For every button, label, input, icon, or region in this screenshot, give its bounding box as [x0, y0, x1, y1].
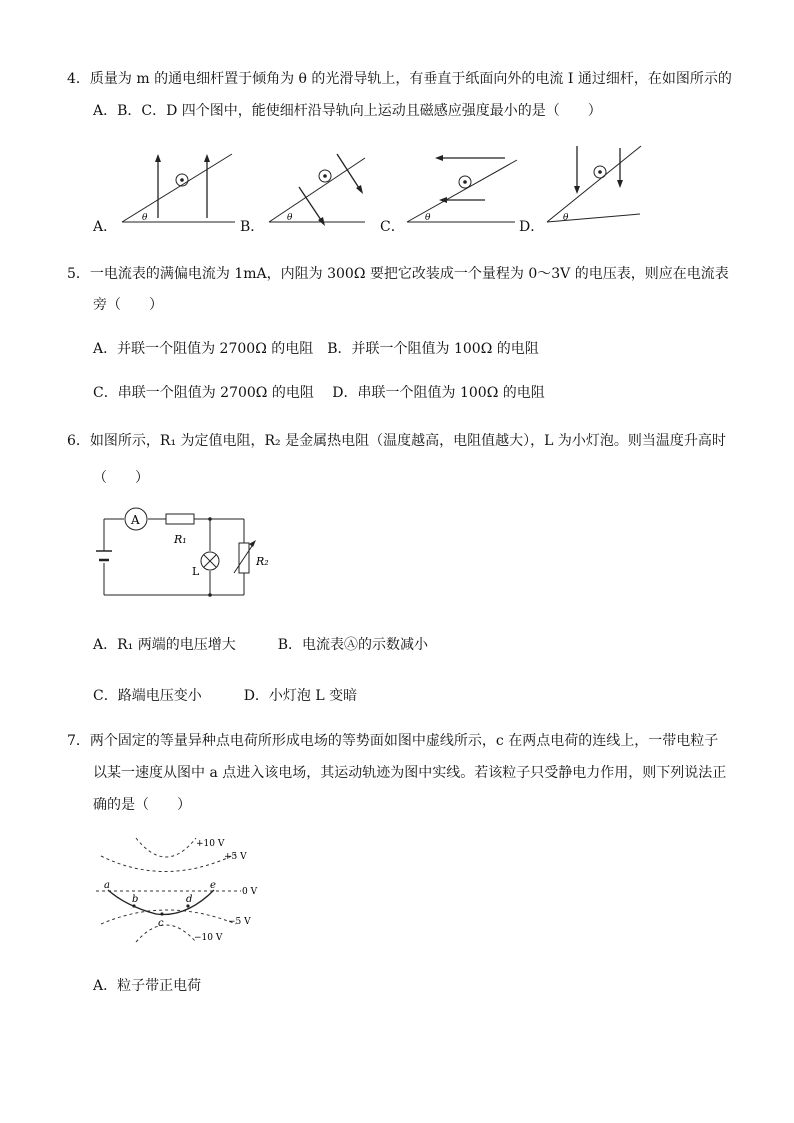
q5-stem-line1: 5．一电流表的满偏电流为 1mA，内阻为 300Ω 要把它改装成一个量程为 0～3V 的电压表，则应在电流表 — [67, 266, 729, 282]
q6-option-cd: C．路端电压变小 D．小灯泡 L 变暗 — [93, 688, 358, 704]
q4-label-b: B． — [240, 219, 265, 235]
q4-figure-a — [120, 140, 240, 230]
potential-zero: 0 V — [242, 887, 258, 897]
q7-option-a: A．粒子带正电荷 — [93, 978, 202, 994]
q4-d-theta: θ — [563, 213, 569, 223]
r2-label: R₂ — [256, 555, 269, 568]
q7-stem-line3: 确的是（ ） — [93, 797, 191, 813]
potential-minus10: −10 V — [194, 933, 223, 943]
q4-stem-line1: 4．质量为 m 的通电细杆置于倾角为 θ 的光滑导轨上，有垂直于纸面向外的电流 I 通过细杆，在如图所示的 — [67, 71, 732, 87]
r1-label: R₁ — [174, 533, 187, 546]
q4-a-theta: θ — [142, 213, 148, 223]
point-a: a — [104, 880, 110, 891]
q4-figure-d — [545, 142, 655, 230]
lamp-label: L — [192, 565, 200, 578]
q6-stem-line1: 6．如图所示，R₁ 为定值电阻，R₂ 是金属热电阻（温度越高，电阻值越大），L 为小灯泡。则当温度升高时 — [67, 433, 726, 449]
potential-plus10: +10 V — [196, 839, 225, 849]
q7-stem-line1: 7．两个固定的等量异种点电荷所形成电场的等势面如图中虚线所示，c 在两点电荷的连线上，一带电粒子 — [67, 733, 719, 749]
point-c: c — [158, 918, 164, 929]
potential-minus5: −5 V — [228, 917, 251, 927]
q7-equipotential-figure — [96, 836, 276, 946]
ammeter-label: A — [131, 513, 140, 527]
q4-figure-c — [405, 150, 525, 230]
q4-figure-b — [267, 150, 387, 230]
q6-option-ab: A．R₁ 两端的电压增大 B．电流表Ⓐ的示数减小 — [93, 637, 429, 653]
q5-option-cd: C．串联一个阻值为 2700Ω 的电阻 D．串联一个阻值为 100Ω 的电阻 — [93, 385, 545, 401]
q5-option-ab: A．并联一个阻值为 2700Ω 的电阻 B．并联一个阻值为 100Ω 的电阻 — [93, 341, 539, 357]
potential-plus5: +5 V — [224, 852, 247, 862]
q6-stem-line2: （ ） — [93, 470, 149, 486]
q4-label-a: A． — [93, 219, 118, 235]
q4-stem-line2: A．B．C．D 四个图中，能使细杆沿导轨向上运动且磁感应强度最小的是（ ） — [93, 103, 602, 119]
q4-b-theta: θ — [287, 213, 293, 223]
q4-label-c: C． — [380, 219, 405, 235]
q4-label-d: D． — [519, 219, 545, 235]
q7-stem-line2: 以某一速度从图中 a 点进入该电场，其运动轨迹为图中实线。若该粒子只受静电力作用，则下列说法正 — [93, 765, 727, 781]
q6-circuit-diagram — [98, 505, 298, 601]
point-d: d — [186, 894, 193, 905]
point-b: b — [132, 894, 139, 905]
q5-stem-line2: 旁（ ） — [93, 297, 163, 313]
point-e: e — [210, 880, 216, 891]
q4-c-theta: θ — [425, 213, 431, 223]
